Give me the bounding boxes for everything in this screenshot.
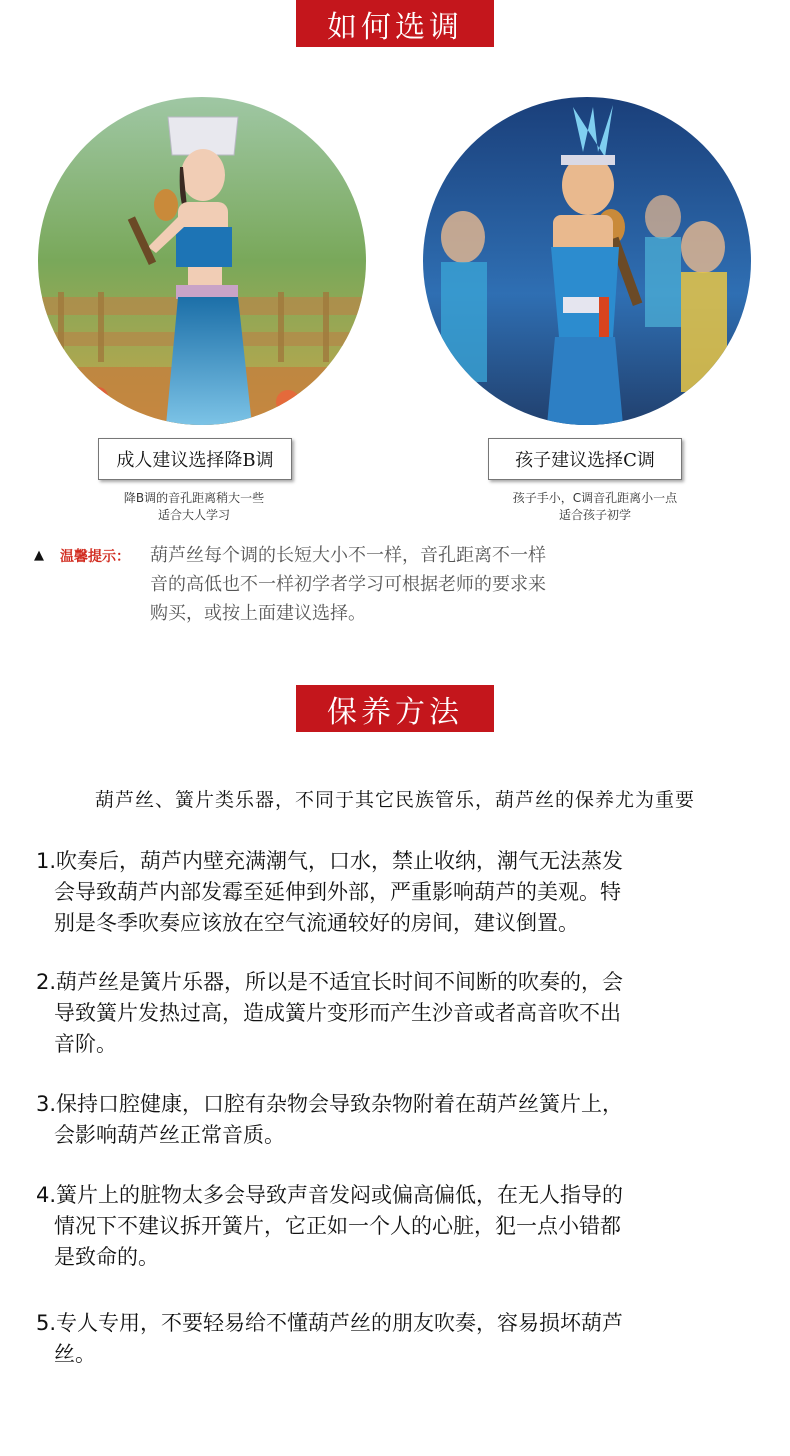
item-line: 3.保持口腔健康，口腔有杂物会导致杂物附着在葫芦丝簧片上， xyxy=(36,1092,624,1116)
maintenance-item-2 xyxy=(36,967,756,1060)
item-line: 情况下不建议拆开簧片，它正如一个人的心脏，犯一点小错都 xyxy=(54,1214,621,1238)
maintenance-item-4 xyxy=(36,1180,756,1273)
adult-caption-line: 降B调的音孔距离稍大一些 xyxy=(123,491,265,505)
item-line: 音阶。 xyxy=(54,1032,117,1056)
maintenance-item-1 xyxy=(36,846,756,939)
item-line: 1.吹奏后，葫芦内壁充满潮气，口水，禁止收纳，潮气无法蒸发 xyxy=(36,849,624,873)
section-title-maintenance: 保养方法 xyxy=(296,685,494,732)
item-line: 4.簧片上的脏物太多会导致声音发闷或偏高偏低，在无人指导的 xyxy=(36,1183,624,1207)
maintenance-intro: 葫芦丝、簧片类乐器，不同于其它民族管乐，葫芦丝的保养尤为重要 xyxy=(94,789,695,811)
child-caption-line: 适合孩子初学 xyxy=(558,508,631,522)
tip-line: 购买，或按上面建议选择。 xyxy=(150,603,366,624)
adult-photo-illustration xyxy=(38,97,366,425)
adult-recommendation-label: 成人建议选择降B调 xyxy=(98,438,292,480)
item-line: 别是冬季吹奏应该放在空气流通较好的房间，建议倒置。 xyxy=(54,911,579,935)
warning-triangle-icon: ▲ xyxy=(34,548,44,563)
item-line: 会导致葫芦内部发霉至延伸到外部，严重影响葫芦的美观。特 xyxy=(54,880,621,904)
adult-caption-line: 适合大人学习 xyxy=(157,508,230,522)
item-line: 丝。 xyxy=(54,1342,96,1366)
tip-line: 葫芦丝每个调的长短大小不一样，音孔距离不一样 xyxy=(150,545,546,566)
item-line: 2.葫芦丝是簧片乐器，所以是不适宜长时间不间断的吹奏的，会 xyxy=(36,970,624,994)
adult-photo xyxy=(38,97,366,425)
child-caption-line: 孩子手小，C调音孔距离小一点 xyxy=(512,491,678,505)
tip-text xyxy=(150,541,710,628)
item-line: 导致簧片发热过高，造成簧片变形而产生沙音或者高音吹不出 xyxy=(54,1001,621,1025)
maintenance-item-3 xyxy=(36,1089,756,1151)
child-photo xyxy=(423,97,751,425)
section-title-tuning: 如何选调 xyxy=(296,0,494,47)
adult-caption xyxy=(44,490,344,524)
child-recommendation-label: 孩子建议选择C调 xyxy=(488,438,682,480)
child-caption xyxy=(445,490,745,524)
item-line: 是致命的。 xyxy=(54,1245,159,1269)
tip-label: 温馨提示： xyxy=(60,549,130,565)
item-line: 5.专人专用，不要轻易给不懂葫芦丝的朋友吹奏，容易损坏葫芦 xyxy=(36,1311,624,1335)
maintenance-item-5 xyxy=(36,1308,756,1370)
child-photo-illustration xyxy=(423,97,751,425)
tip-line: 音的高低也不一样初学者学习可根据老师的要求来 xyxy=(150,574,546,595)
item-line: 会影响葫芦丝正常音质。 xyxy=(54,1123,285,1147)
